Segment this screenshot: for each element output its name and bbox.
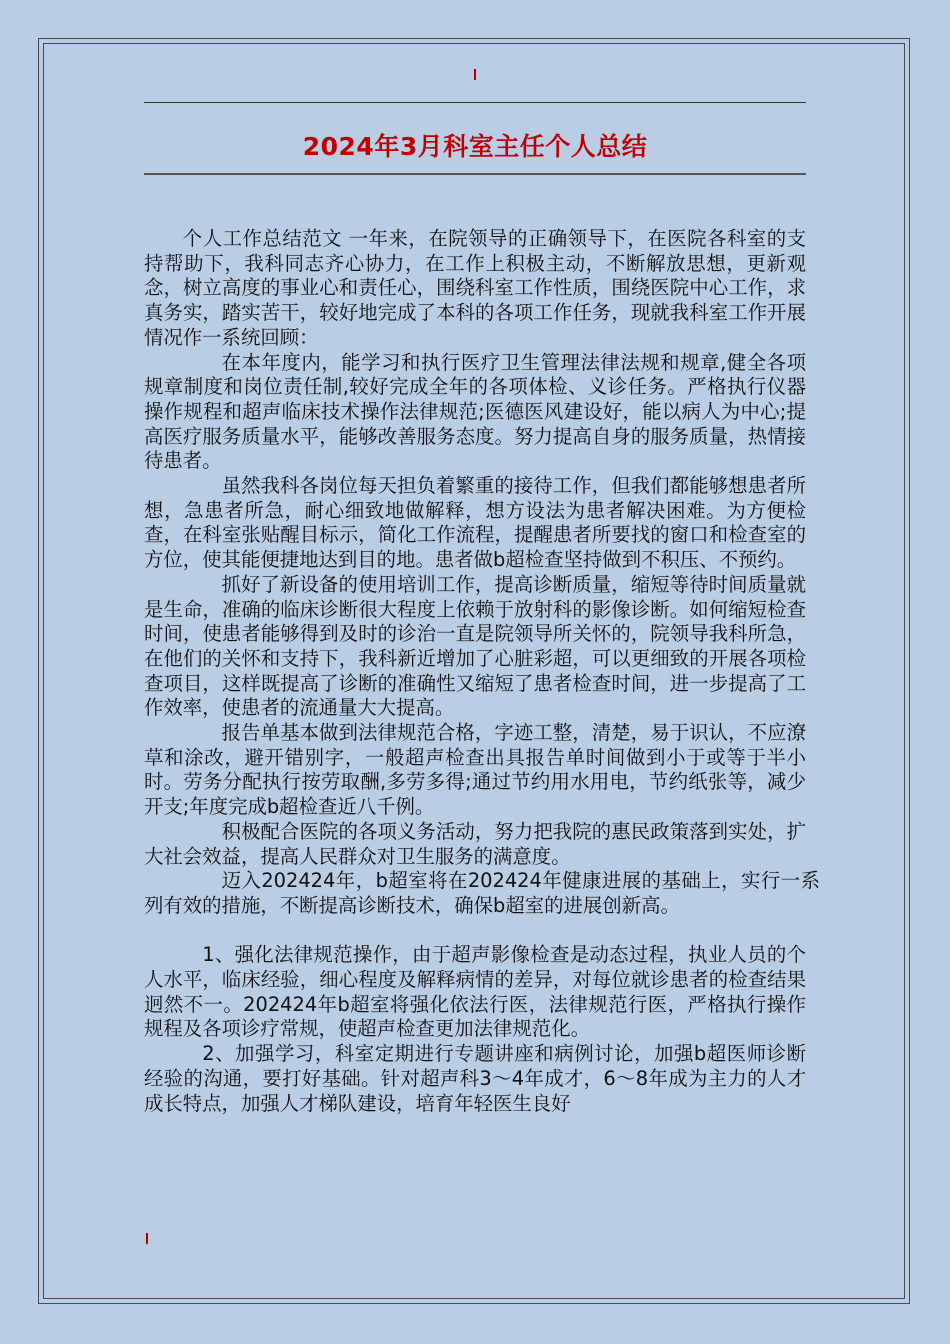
paragraph-new-equipment: 抓好了新设备的使用培训工作，提高诊断质量，缩短等待时间质量就是生命，准确的临床诊断很大程度上依赖于放射科的影像诊断。如何缩短检查时间，使患者能够得到及时的诊治一直是院领导所关怀的，院领导我科所急，在他们的关怀和支持下，我科新近增加了心脏彩超，可以更细致的开展各项检查项目，这样既提高了诊断的准确性又缩短了患者检查时间，进一步提高了工作效率，使患者的流通量大大提高。 [144,572,806,720]
paragraph-regulations: 在本年度内，能学习和执行医疗卫生管理法律法规和规章,健全各项规章制度和岗位责任制,较好完成全年的各项体检、义诊任务。严格执行仪器操作规程和超声临床技术操作法律规范;医德医风建设好，能以病人为中心;提高医疗服务质量水平，能够改善服务态度。努力提高自身的服务质量，热情接待患者。 [144,350,806,473]
paragraph-reports: 报告单基本做到法律规范合格，字迹工整，清楚，易于识认，不应潦草和涂改，避开错别字，一般超声检查出具报告单时间做到小于或等于半小时。劳务分配执行按劳取酬,多劳多得;通过节约用水用电，节约纸张等，减少开支;年度完成b超检查近八千例。 [144,721,806,819]
document-body [144,227,820,1116]
document-title: 2024年3月科室主任个人总结 [302,132,648,161]
paragraph-public-service: 积极配合医院的各项义务活动，努力把我院的惠民政策落到实处，扩大社会效益，提高人民群众对卫生服务的满意度。 [144,819,806,868]
paragraph-plan-2: 2、加强学习，科室定期进行专题讲座和病例讨论，加强b超医师诊断经验的沟通，要打好基础。针对超声科3～4年成才，6～8年成为主力的人才成长特点，加强人才梯队建设，培育年轻医生良好 [144,1042,806,1115]
paragraph-intro: 个人工作总结范文 一年来，在院领导的正确领导下，在医院各科室的支持帮助下，我科同志齐心协力，在工作上积极主动，不断解放思想，更新观念，树立高度的事业心和责任心，围绕科室工作性质，围绕医院中心工作，求真务实，踏实苦干，较好地完成了本科的各项工作任务，现就我科室工作开展情况作一系统回顾： [144,227,806,349]
header-marker [474,69,476,80]
paragraph-patient-service: 虽然我科各岗位每天担负着繁重的接待工作，但我们都能够想患者所想，急患者所急，耐心细致地做解释，想方设法为患者解决困难。为方便检查，在科室张贴醒目标示，简化工作流程，提醒患者所要找的窗口和检查室的方位，使其能便捷地达到目的地。患者做b超检查坚持做到不积压、不预约。 [144,474,806,572]
title-underline [144,173,806,175]
footer-marker [146,1233,148,1244]
header-rule [144,102,806,103]
paragraph-plan-1: 1、强化法律规范操作，由于超声影像检查是动态过程，执业人员的个人水平，临床经验，细心程度及解释病情的差异，对每位就诊患者的检查结果迥然不一。202424年b超室将强化依法行医，法律规范行医，严格执行操作规程及各项诊疗常规，使超声检查更加法律规范化。 [144,943,806,1041]
paragraph-gap [144,919,820,944]
paragraph-next-year: 迈入202424年，b超室将在202424年健康进展的基础上，实行一系列有效的措施，不断提高诊断技术，确保b超室的进展创新高。 [144,869,820,917]
